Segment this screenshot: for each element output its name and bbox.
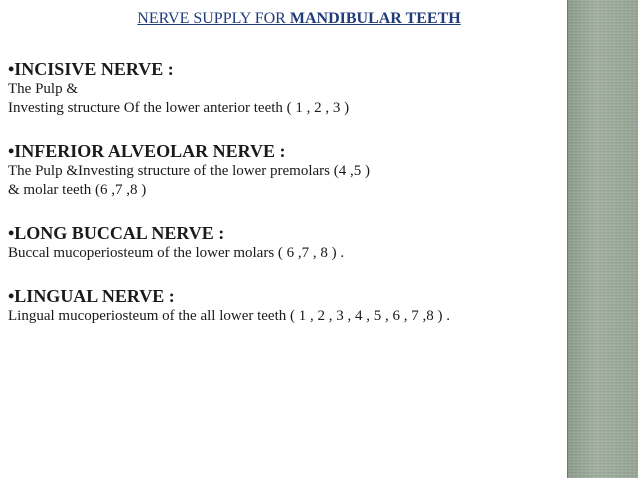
section-text-line: The Pulp & (8, 81, 78, 97)
slide-title-prefix: NERVE SUPPLY FOR (137, 10, 290, 27)
section-text-line: & molar teeth (6 ,7 ,8 ) (8, 182, 147, 198)
section-heading: •LINGUAL NERVE : (8, 286, 175, 306)
section-lingual-nerve (8, 285, 628, 326)
section-text-line: Buccal mucoperiosteum of the lower molars ( 6 ,7 , 8 ) . (8, 245, 345, 261)
section-incisive-nerve (8, 58, 628, 118)
section-heading: •INCISIVE NERVE : (8, 59, 174, 79)
slide-title-emphasis: MANDIBULAR TEETH (289, 10, 461, 27)
section-text-line: Investing structure Of the lower anterior teeth ( 1 , 2 , 3 ) (8, 100, 350, 116)
section-inferior-alveolar-nerve (8, 140, 628, 200)
decorative-side-bar (568, 0, 638, 478)
section-heading: •INFERIOR ALVEOLAR NERVE : (8, 141, 286, 161)
slide-body (8, 58, 628, 348)
side-bar-divider (567, 0, 568, 478)
section-long-buccal-nerve (8, 222, 628, 263)
section-text-line: Lingual mucoperiosteum of the all lower teeth ( 1 , 2 , 3 , 4 , 5 , 6 , 7 ,8 ) . (8, 308, 450, 324)
section-heading: •LONG BUCCAL NERVE : (8, 223, 225, 243)
section-text-line: The Pulp &Investing structure of the lower premolars (4 ,5 ) (8, 163, 370, 179)
slide-title (0, 10, 568, 28)
